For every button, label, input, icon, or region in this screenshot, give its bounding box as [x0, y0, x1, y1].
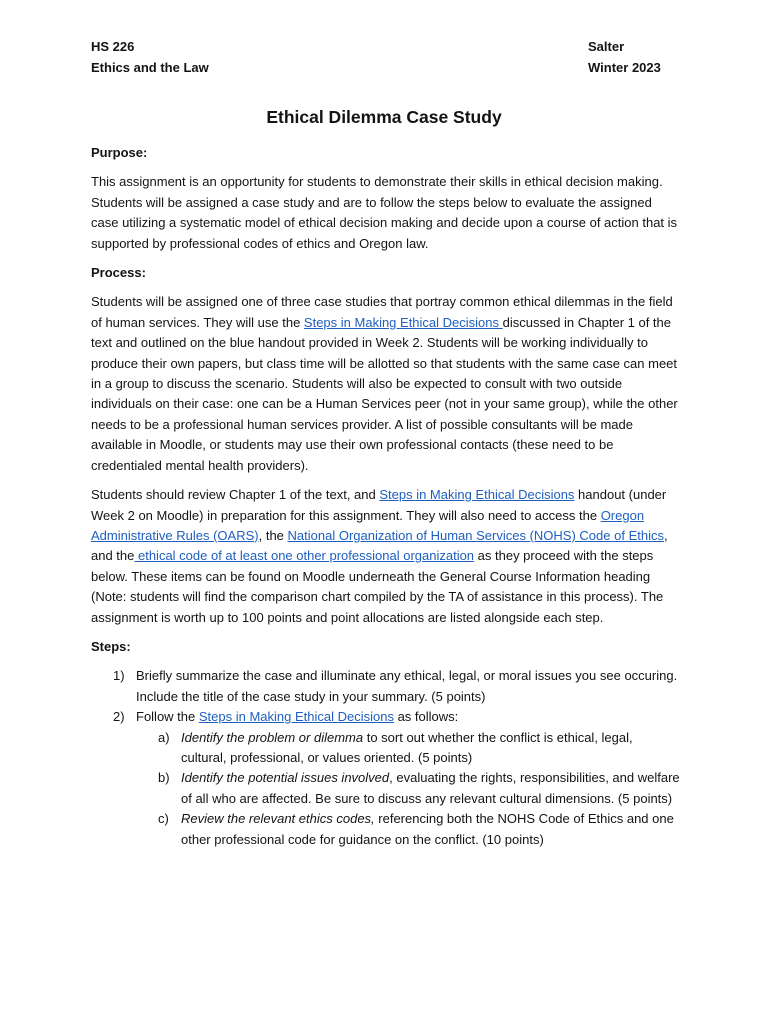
- sub-step-letter: c): [158, 811, 169, 827]
- text-run: Students will be assigned one of three case studies that portray common ethical dilemmas in the field of human services. They will use the: [91, 294, 673, 330]
- list-item: [136, 728, 681, 769]
- sub-step-emphasis: Identify the potential issues involved: [181, 770, 390, 786]
- process-paragraph-2: [91, 485, 681, 628]
- sub-step-text: , evaluating the rights, responsibilities, and welfare of all who are affected. Be sure to discuss any relevant cultural dimensions. (5 points): [181, 770, 680, 806]
- step-number: 1): [113, 668, 125, 684]
- list-item: [91, 666, 681, 707]
- course-name: Ethics and the Law: [91, 59, 209, 75]
- text-run: , and the: [91, 527, 668, 564]
- sub-step-text: to sort out whether the conflict is ethical, legal, cultural, professional, or values oriented. (5 points): [181, 729, 633, 765]
- oars-link[interactable]: Oregon Administrative Rules (OARS): [91, 507, 645, 543]
- instructor-name: Salter: [588, 39, 625, 54]
- text-run: , the: [258, 527, 288, 543]
- steps-heading: Steps:: [91, 638, 131, 654]
- text-run: handout (under Week 2 on Moodle) in preparation for this assignment. They will also need to access the: [91, 487, 667, 523]
- header-left: [91, 37, 209, 78]
- term: Winter 2023: [588, 59, 661, 75]
- text-run: as follows:: [393, 709, 459, 725]
- document-body: [91, 143, 681, 850]
- process-paragraph-1: [91, 292, 681, 476]
- list-item: [136, 768, 681, 809]
- steps-list: [91, 666, 681, 850]
- steps-link[interactable]: Steps in Making Ethical Decisions: [303, 314, 503, 330]
- text-run: Students should review Chapter 1 of the text, and: [91, 487, 380, 503]
- header-right: [588, 37, 661, 78]
- list-item: [136, 809, 681, 850]
- step-number: 2): [113, 709, 125, 725]
- purpose-paragraph: This assignment is an opportunity for students to demonstrate their skills in ethical decision making. Students will be assigned a case study and are to follow the steps below to evaluate the assigned case utilizing a systematic model of ethical decision making and decide upon a course of action that is supported by professional codes of ethics and Oregon law.: [91, 174, 678, 251]
- steps-link[interactable]: Steps in Making Ethical Decisions: [379, 487, 575, 503]
- sub-step-emphasis: Review the relevant ethics codes,: [181, 811, 375, 827]
- text-run: as they proceed with the steps below. These items can be found on Moodle underneath the General Course Information heading (Note: students will find the comparison chart compiled by the TA of assistance in this process). The assignment is worth up to 100 points and point allocations are listed alongside each step.: [91, 548, 664, 625]
- steps-link[interactable]: Steps in Making Ethical Decisions: [198, 709, 394, 725]
- sub-step-emphasis: Identify the problem or dilemma: [181, 729, 364, 745]
- nohs-code-link[interactable]: National Organization of Human Services (NOHS) Code of Ethics: [287, 527, 664, 543]
- step-text: Briefly summarize the case and illuminate any ethical, legal, or moral issues you see occuring. Include the title of the case study in your summary. (5 points): [136, 668, 678, 704]
- sub-step-letter: a): [158, 729, 170, 745]
- other-code-link[interactable]: ethical code of at least one other professional organization: [134, 548, 475, 564]
- process-heading: Process:: [91, 265, 146, 281]
- purpose-heading: Purpose:: [91, 145, 148, 160]
- sub-steps-list: [136, 728, 681, 850]
- list-item: [91, 707, 681, 850]
- course-code: HS 226: [91, 39, 135, 54]
- sub-step-letter: b): [158, 770, 170, 786]
- text-run: Follow the: [136, 709, 199, 725]
- sub-step-text: referencing both the NOHS Code of Ethics and one other professional code for guidance on the conflict. (10 points): [181, 811, 674, 847]
- text-run: discussed in Chapter 1 of the text and outlined on the blue handout provided in Week 2. Students will be working individually to produce their own papers, but class time will be allotted so that students with the same case can meet in a group to discuss the scenario. Students will also be expected to consult with two outside individuals on their case: one can be a Human Services peer (not in your same group), while the other needs to be a professional human services provider. A list of possible consultants will be made available in Moodle, or students may use their own professional contacts (these need to be credentialed mental health providers).: [91, 314, 678, 473]
- page-title: Ethical Dilemma Case Study: [266, 107, 502, 127]
